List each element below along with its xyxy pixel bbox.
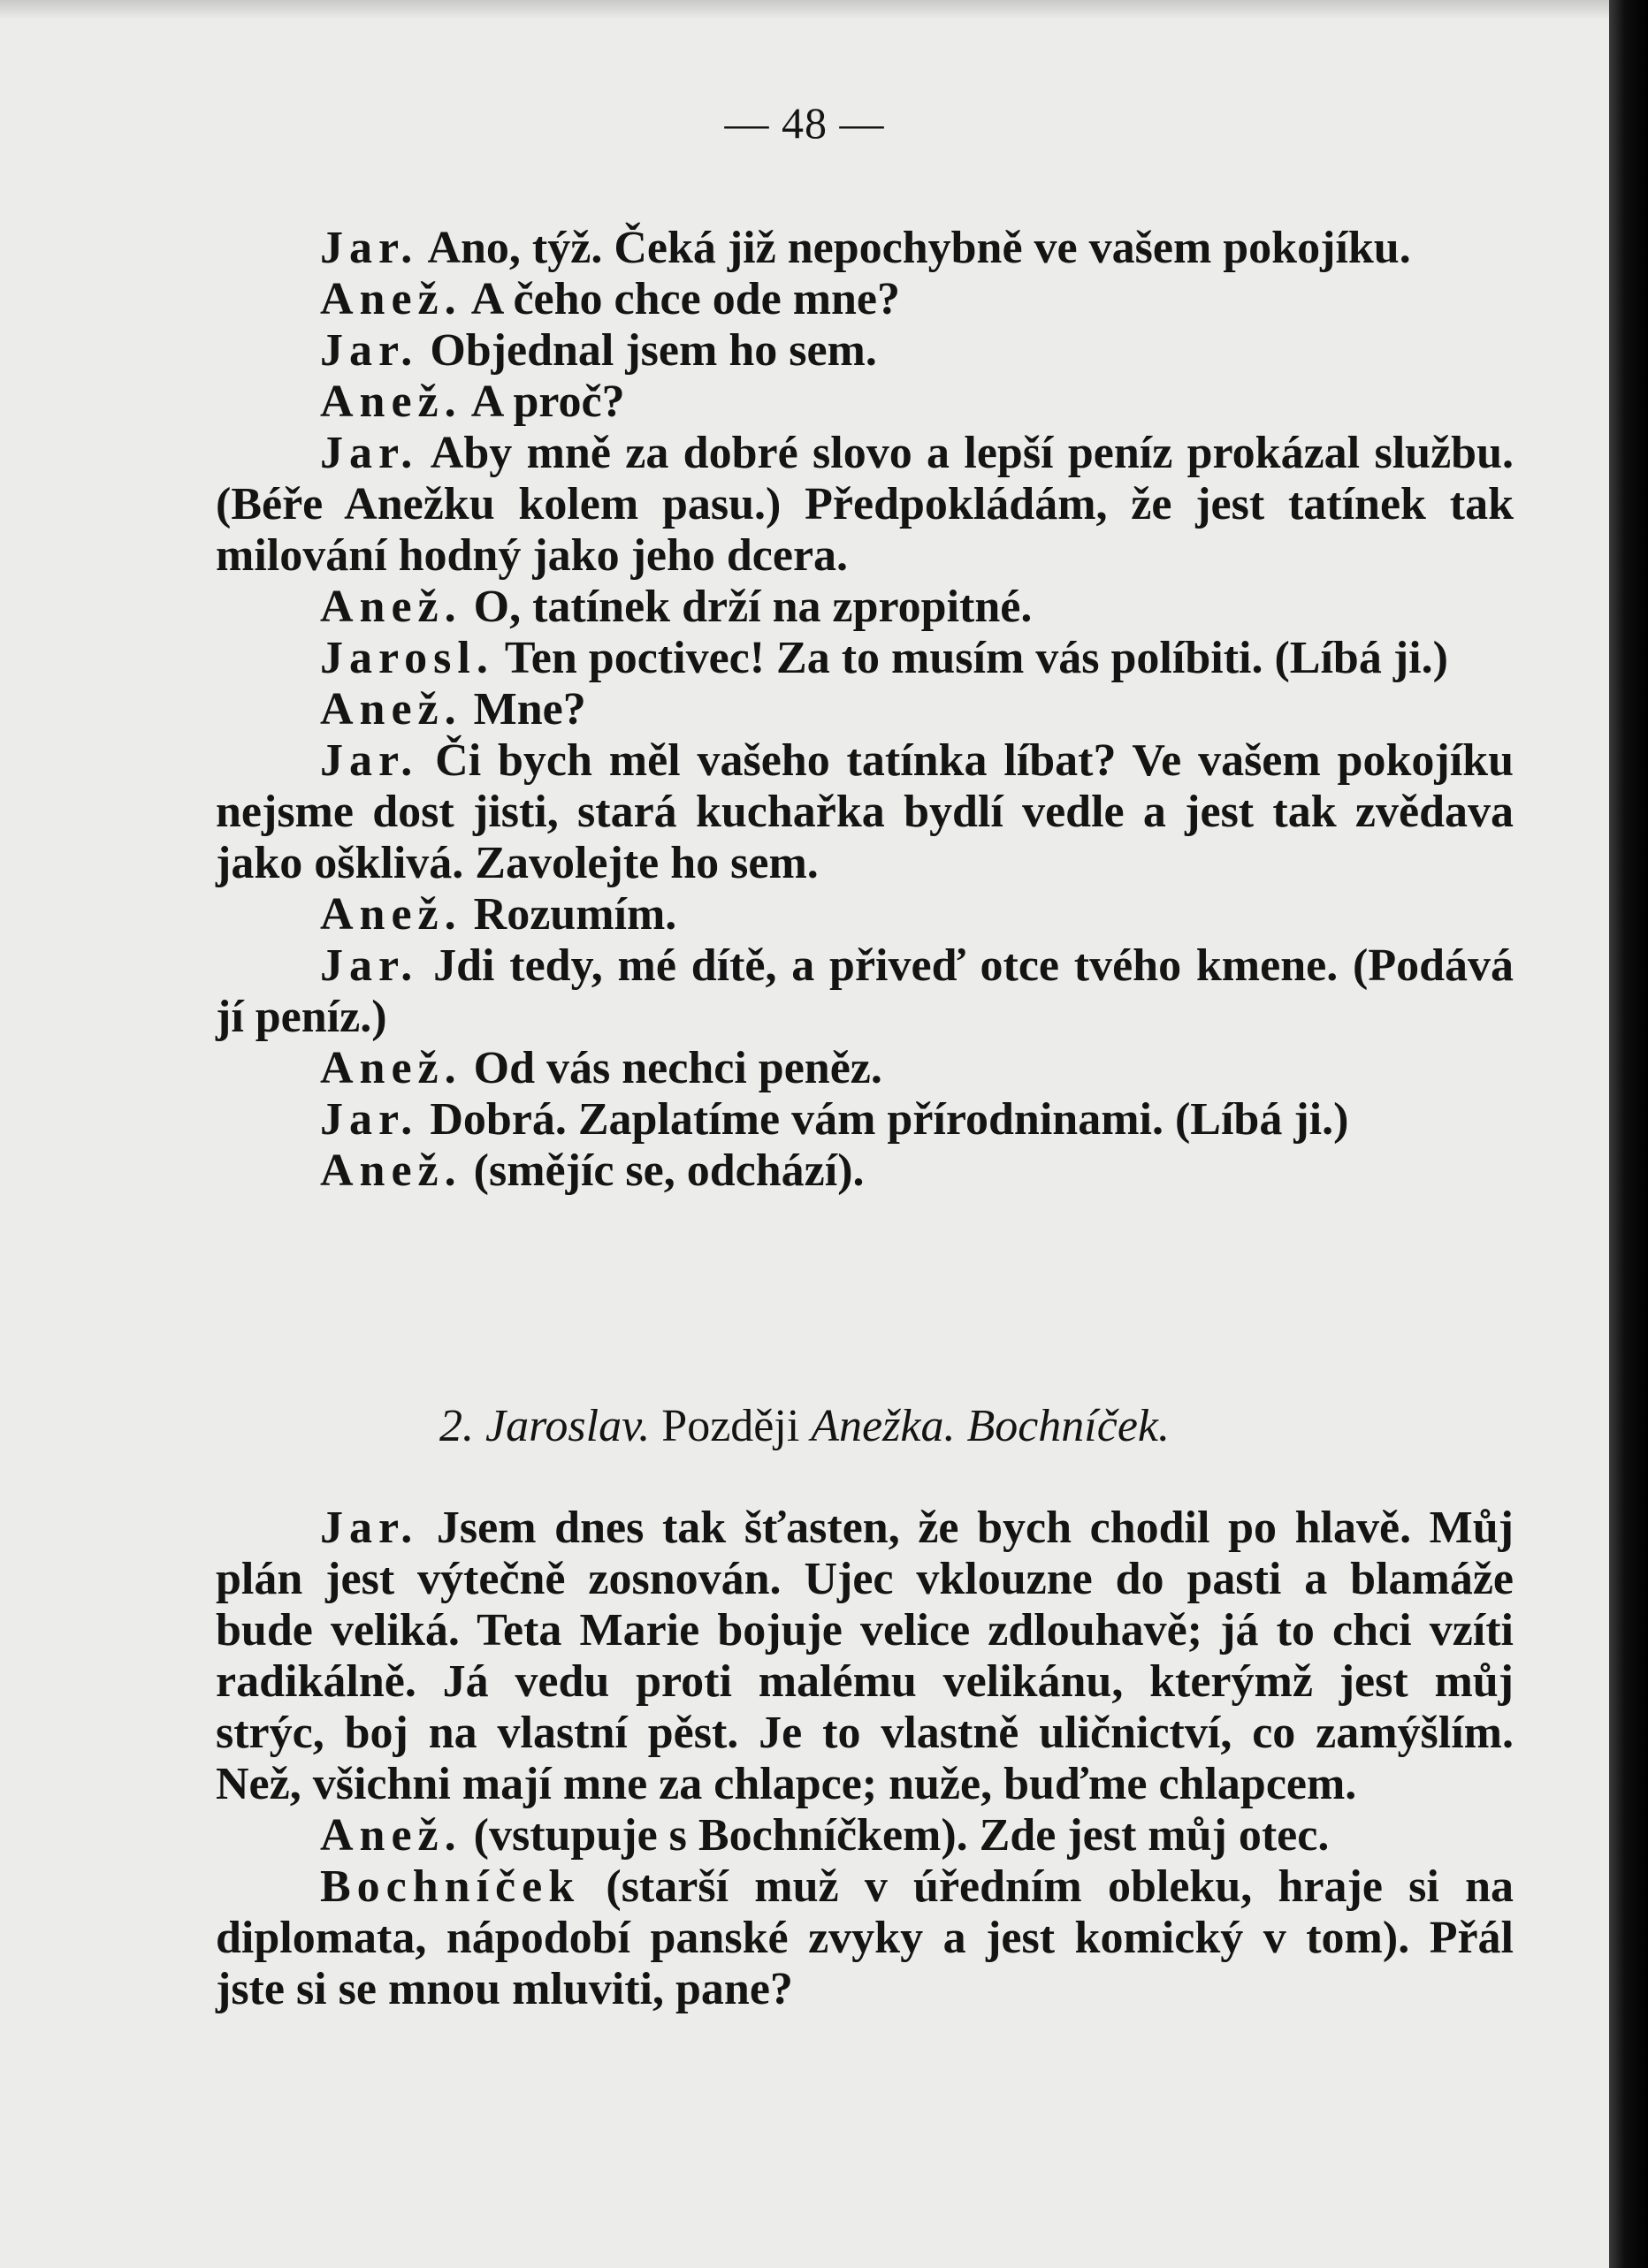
dialogue-line <box>216 1810 1514 1861</box>
book-binding-edge <box>1609 0 1648 2268</box>
dialogue-line <box>216 1094 1514 1145</box>
dialogue-line <box>216 428 1514 582</box>
scene-character-bochnicek: Bochníček. <box>966 1401 1170 1451</box>
speaker-name: Bochníček <box>320 1861 581 1912</box>
speaker-name: Anež. <box>320 684 462 734</box>
line-text: (starší muž v úředním obleku, hraje si na diplomata, nápodobí panské zvyky a jest komický v tom). Přál jste si se mnou mluviti, pane? <box>216 1861 1514 2014</box>
line-text: Jsem dnes tak šťasten, že bych chodil po hlavě. Můj plán jest výtečně zosnován. Ujec vklouzne do pasti a blamáže bude veliká. Teta Marie bojuje velice zdlouhavě; já to chci vzíti radikálně. Já vedu proti malému velikánu, kterýmž jest můj strýc, boj na vlastní pěst. Je to vlastně uličnictví, co zamýšlím. Než, všichni mají mne za chlapce; nuže, buďme chlapcem. <box>216 1503 1514 1809</box>
dialogue-line <box>216 582 1514 633</box>
line-text: Či bych měl vašeho tatínka líbat? Ve vašem pokojíku nejsme dost jisti, stará kuchařka bydlí vedle a jest tak zvědava jako ošklivá. Zavolejte ho sem. <box>216 735 1514 888</box>
speaker-name: Anež. <box>320 274 462 324</box>
dialogue-line <box>216 377 1514 428</box>
dialogue-line <box>216 274 1514 325</box>
dialogue-line <box>216 633 1514 684</box>
line-text: Objednal jsem ho sem. <box>418 325 877 376</box>
line-text: Jdi tedy, mé dítě, a přiveď otce tvého kmene. (Podává jí peníz.) <box>216 940 1514 1042</box>
scene-later: Později <box>661 1401 800 1451</box>
speaker-name: Anež. <box>320 1043 462 1093</box>
scene-heading <box>0 1400 1609 1452</box>
speaker-name: Anež. <box>320 1145 462 1196</box>
line-text: (smějíc se, odchází). <box>462 1145 865 1196</box>
line-text: O, tatínek drží na zpropitné. <box>462 582 1033 632</box>
speaker-name: Anež. <box>320 889 462 940</box>
scene-character-anezka: Anežka. <box>811 1401 956 1451</box>
dialogue-line <box>216 1145 1514 1197</box>
dialogue-line <box>216 1861 1514 2015</box>
speaker-name: Jar. <box>320 940 419 991</box>
speaker-name: Jar. <box>320 735 419 786</box>
speaker-name: Anež. <box>320 582 462 632</box>
speaker-name: Jar. <box>320 1503 419 1553</box>
speaker-name: Jar. <box>320 325 419 376</box>
speaker-name: Jar. <box>320 1094 419 1145</box>
dialogue-line <box>216 735 1514 889</box>
speaker-name: Anež. <box>320 377 462 427</box>
line-text: Ano, týž. Čeká již nepochybně ve vašem pokojíku. <box>418 223 1411 273</box>
line-text: Ten poctivec! Za to musím vás políbiti. (Líbá ji.) <box>493 633 1448 683</box>
dialogue-block-1 <box>216 223 1514 1197</box>
page-top-shadow <box>0 0 1609 19</box>
line-text: Od vás nechci peněz. <box>462 1043 882 1093</box>
speaker-name: Jarosl. <box>320 633 494 683</box>
scene-number: 2. <box>439 1401 474 1451</box>
dialogue-line <box>216 684 1514 735</box>
line-text: Aby mně za dobré slovo a lepší peníz prokázal službu. (Béře Anežku kolem pasu.) Předpokládám, že jest tatínek tak milování hodný jako jeho dcera. <box>216 428 1514 581</box>
speaker-name: Jar. <box>320 223 419 273</box>
dialogue-line <box>216 325 1514 377</box>
line-text: Rozumím. <box>462 889 677 940</box>
speaker-name: Jar. <box>320 428 419 478</box>
dialogue-line <box>216 889 1514 940</box>
line-text: (vstupuje s Bochníčkem). Zde jest můj otec. <box>462 1810 1330 1861</box>
scene-character-jaroslav: Jaroslav. <box>485 1401 651 1451</box>
line-text: A čeho chce ode mne? <box>462 274 901 324</box>
line-text: A proč? <box>462 377 625 427</box>
dialogue-block-2 <box>216 1503 1514 2015</box>
line-text: Dobrá. Zaplatíme vám přírodninami. (Líbá ji.) <box>418 1094 1349 1145</box>
dialogue-line <box>216 940 1514 1043</box>
speaker-name: Anež. <box>320 1810 462 1861</box>
page-number: — 48 — <box>724 98 885 148</box>
line-text: Mne? <box>462 684 586 734</box>
dialogue-line <box>216 1043 1514 1094</box>
dialogue-line <box>216 223 1514 274</box>
dialogue-line <box>216 1503 1514 1810</box>
